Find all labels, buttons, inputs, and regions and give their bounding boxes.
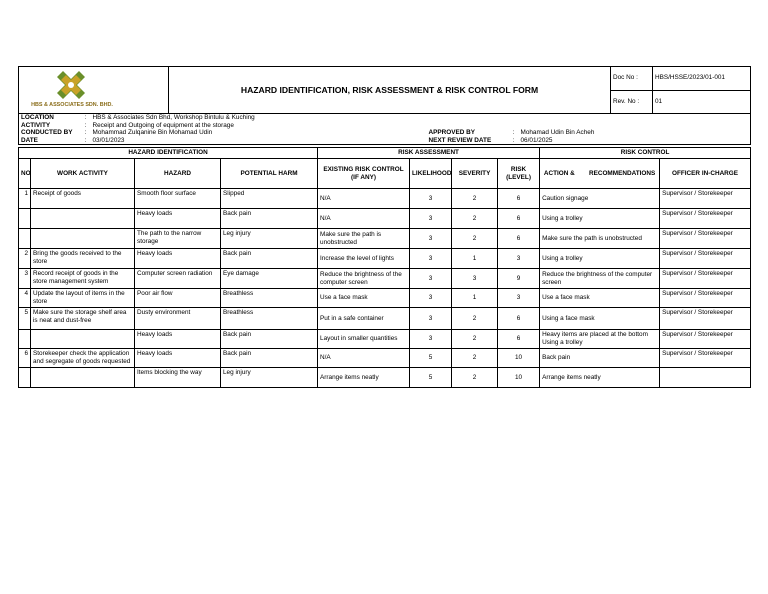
- row-severity: 2: [452, 189, 498, 209]
- col-no: NO: [19, 159, 31, 189]
- colon: :: [84, 114, 87, 121]
- row-likelihood: 3: [410, 330, 452, 349]
- table-row: [19, 229, 751, 249]
- activity-value: Receipt and Outgoing of equipment at the storage: [92, 121, 234, 129]
- row-officer: Supervisor / Storekeeper: [660, 229, 751, 249]
- col-existing-control: EXISTING RISK CONTROL (IF ANY): [318, 159, 410, 189]
- row-existing-control: Reduce the brightness of the computer screen: [318, 269, 410, 289]
- row-officer: Supervisor / Storekeeper: [660, 189, 751, 209]
- colon: :: [84, 129, 87, 137]
- row-potential-harm: Breathless: [221, 289, 318, 308]
- row-likelihood: 5: [410, 349, 452, 368]
- row-severity: 2: [452, 229, 498, 249]
- conducted-label: CONDUCTED BY: [21, 129, 73, 137]
- row-severity: 2: [452, 330, 498, 349]
- row-severity: 3: [452, 269, 498, 289]
- row-no: 2: [19, 249, 31, 269]
- hirarc-form: [18, 66, 751, 388]
- row-severity: 1: [452, 249, 498, 269]
- table-row: [19, 289, 751, 308]
- row-potential-harm: Slipped: [221, 189, 318, 209]
- row-existing-control: N/A: [318, 189, 410, 209]
- row-work-activity: Update the layout of items in the store: [31, 289, 135, 308]
- row-risk-level: 10: [498, 368, 540, 388]
- row-likelihood: 3: [410, 189, 452, 209]
- colon: :: [512, 136, 515, 144]
- row-action: Arrange items neatly: [540, 368, 660, 388]
- form-title: HAZARD IDENTIFICATION, RISK ASSESSMENT & RISK CONTROL FORM: [169, 67, 611, 114]
- row-work-activity: Record receipt of goods in the store management system: [31, 269, 135, 289]
- row-no: 3: [19, 269, 31, 289]
- row-risk-level: 6: [498, 189, 540, 209]
- row-action: Heavy items are placed at the bottom Using a trolley: [540, 330, 660, 349]
- row-no: 5: [19, 308, 31, 330]
- row-officer: Supervisor / Storekeeper: [660, 269, 751, 289]
- row-severity: 2: [452, 308, 498, 330]
- col-work-activity: WORK ACTIVITY: [31, 159, 135, 189]
- row-existing-control: N/A: [318, 349, 410, 368]
- date-label: DATE: [21, 136, 38, 144]
- row-officer: [660, 368, 751, 388]
- table-row: [19, 368, 751, 388]
- section-risk-control: RISK CONTROL: [540, 148, 751, 159]
- row-hazard: Items blocking the way: [135, 368, 221, 388]
- row-hazard: The path to the narrow storage: [135, 229, 221, 249]
- row-severity: 2: [452, 368, 498, 388]
- row-officer: Supervisor / Storekeeper: [660, 289, 751, 308]
- row-no: [19, 209, 31, 229]
- row-existing-control: Make sure the path is unobstructed: [318, 229, 410, 249]
- row-hazard: Poor air flow: [135, 289, 221, 308]
- row-no: 6: [19, 349, 31, 368]
- row-likelihood: 3: [410, 229, 452, 249]
- row-existing-control: N/A: [318, 209, 410, 229]
- row-officer: Supervisor / Storekeeper: [660, 349, 751, 368]
- approved-label: APPROVED BY: [428, 129, 476, 137]
- col-recommendations: RECOMMENDATIONS: [588, 169, 656, 177]
- row-potential-harm: Back pain: [221, 330, 318, 349]
- row-officer: Supervisor / Storekeeper: [660, 249, 751, 269]
- colon: :: [84, 121, 87, 129]
- hazard-table: [18, 147, 751, 388]
- row-potential-harm: Eye damage: [221, 269, 318, 289]
- location-label: LOCATION: [21, 114, 54, 121]
- company-logo: [27, 69, 117, 109]
- table-row: [19, 249, 751, 269]
- colon: :: [84, 136, 87, 144]
- section-hazard-identification: HAZARD IDENTIFICATION: [19, 148, 318, 159]
- row-officer: Supervisor / Storekeeper: [660, 308, 751, 330]
- row-risk-level: 6: [498, 229, 540, 249]
- row-hazard: Heavy loads: [135, 349, 221, 368]
- row-potential-harm: Back pain: [221, 249, 318, 269]
- col-action-recommendations: [540, 159, 660, 189]
- col-potential-harm: POTENTIAL HARM: [221, 159, 318, 189]
- row-work-activity: [31, 330, 135, 349]
- row-risk-level: 6: [498, 308, 540, 330]
- col-action: ACTION &: [543, 169, 575, 177]
- row-officer: Supervisor / Storekeeper: [660, 209, 751, 229]
- row-existing-control: Layout in smaller quantities: [318, 330, 410, 349]
- review-label: NEXT REVIEW DATE: [428, 136, 492, 144]
- row-no: [19, 330, 31, 349]
- date-value: 03/01/2023: [92, 136, 125, 144]
- row-potential-harm: Back pain: [221, 349, 318, 368]
- row-existing-control: Increase the level of lights: [318, 249, 410, 269]
- row-action: Using a trolley: [540, 249, 660, 269]
- row-likelihood: 3: [410, 308, 452, 330]
- col-hazard: HAZARD: [135, 159, 221, 189]
- doc-no-label: Doc No :: [611, 67, 653, 91]
- row-work-activity: Storekeeper check the application and segregate of goods requested: [31, 349, 135, 368]
- row-potential-harm: Leg injury: [221, 229, 318, 249]
- row-work-activity: Receipt of goods: [31, 189, 135, 209]
- form-info: [18, 114, 751, 145]
- col-likelihood: LIKELIHOOD: [410, 159, 452, 189]
- row-hazard: Heavy loads: [135, 249, 221, 269]
- colon: :: [512, 129, 515, 137]
- row-existing-control: Put in a safe container: [318, 308, 410, 330]
- activity-label: ACTIVITY: [21, 121, 51, 129]
- row-likelihood: 3: [410, 269, 452, 289]
- row-action: Reduce the brightness of the computer screen: [540, 269, 660, 289]
- conducted-value: Mohammad Zulqanine Bin Mohamad Udin: [92, 129, 213, 137]
- row-potential-harm: Back pain: [221, 209, 318, 229]
- table-row: [19, 269, 751, 289]
- table-row: [19, 209, 751, 229]
- col-officer: OFFICER IN-CHARGE: [660, 159, 751, 189]
- row-hazard: Heavy loads: [135, 209, 221, 229]
- row-no: [19, 368, 31, 388]
- row-existing-control: Arrange items neatly: [318, 368, 410, 388]
- review-value: 06/01/2025: [520, 136, 553, 144]
- row-severity: 2: [452, 349, 498, 368]
- rev-no-label: Rev. No :: [611, 90, 653, 114]
- row-work-activity: [31, 209, 135, 229]
- row-action: Back pain: [540, 349, 660, 368]
- logo-cell: [19, 67, 169, 114]
- row-potential-harm: Breathless: [221, 308, 318, 330]
- row-work-activity: Bring the goods received to the store: [31, 249, 135, 269]
- table-row: [19, 349, 751, 368]
- location-value: HBS & Associates Sdn Bhd, Workshop Bintulu & Kuching: [92, 114, 255, 121]
- section-risk-assessment: RISK ASSESSMENT: [318, 148, 540, 159]
- row-action: Caution signage: [540, 189, 660, 209]
- row-risk-level: 3: [498, 289, 540, 308]
- col-risk-level: RISK (LEVEL): [498, 159, 540, 189]
- table-row: [19, 308, 751, 330]
- row-risk-level: 6: [498, 330, 540, 349]
- row-hazard: Dusty environment: [135, 308, 221, 330]
- rev-no: 01: [653, 90, 751, 114]
- row-work-activity: [31, 229, 135, 249]
- row-no: 4: [19, 289, 31, 308]
- row-risk-level: 3: [498, 249, 540, 269]
- row-existing-control: Use a face mask: [318, 289, 410, 308]
- row-risk-level: 6: [498, 209, 540, 229]
- row-likelihood: 5: [410, 368, 452, 388]
- row-likelihood: 3: [410, 249, 452, 269]
- form-header: [18, 66, 751, 114]
- row-severity: 2: [452, 209, 498, 229]
- row-work-activity: [31, 368, 135, 388]
- row-hazard: Computer screen radiation: [135, 269, 221, 289]
- row-severity: 1: [452, 289, 498, 308]
- row-risk-level: 9: [498, 269, 540, 289]
- row-action: Use a face mask: [540, 289, 660, 308]
- row-hazard: Heavy loads: [135, 330, 221, 349]
- row-no: [19, 229, 31, 249]
- row-likelihood: 3: [410, 209, 452, 229]
- row-likelihood: 3: [410, 289, 452, 308]
- table-row: [19, 330, 751, 349]
- row-work-activity: Make sure the storage shelf area is neat and dust-free: [31, 308, 135, 330]
- approved-value: Mohamad Udin Bin Acheh: [520, 129, 595, 137]
- row-officer: Supervisor / Storekeeper: [660, 330, 751, 349]
- row-action: Using a trolley: [540, 209, 660, 229]
- row-hazard: Smooth floor surface: [135, 189, 221, 209]
- row-risk-level: 10: [498, 349, 540, 368]
- table-row: [19, 189, 751, 209]
- row-potential-harm: Leg injury: [221, 368, 318, 388]
- row-action: Make sure the path is unobstructed: [540, 229, 660, 249]
- row-action: Using a face mask: [540, 308, 660, 330]
- doc-no: HBS/HSSE/2023/01-001: [653, 67, 751, 91]
- logo-text: HBS & ASSOCIATES SDN. BHD.: [31, 102, 113, 108]
- col-severity: SEVERITY: [452, 159, 498, 189]
- row-no: 1: [19, 189, 31, 209]
